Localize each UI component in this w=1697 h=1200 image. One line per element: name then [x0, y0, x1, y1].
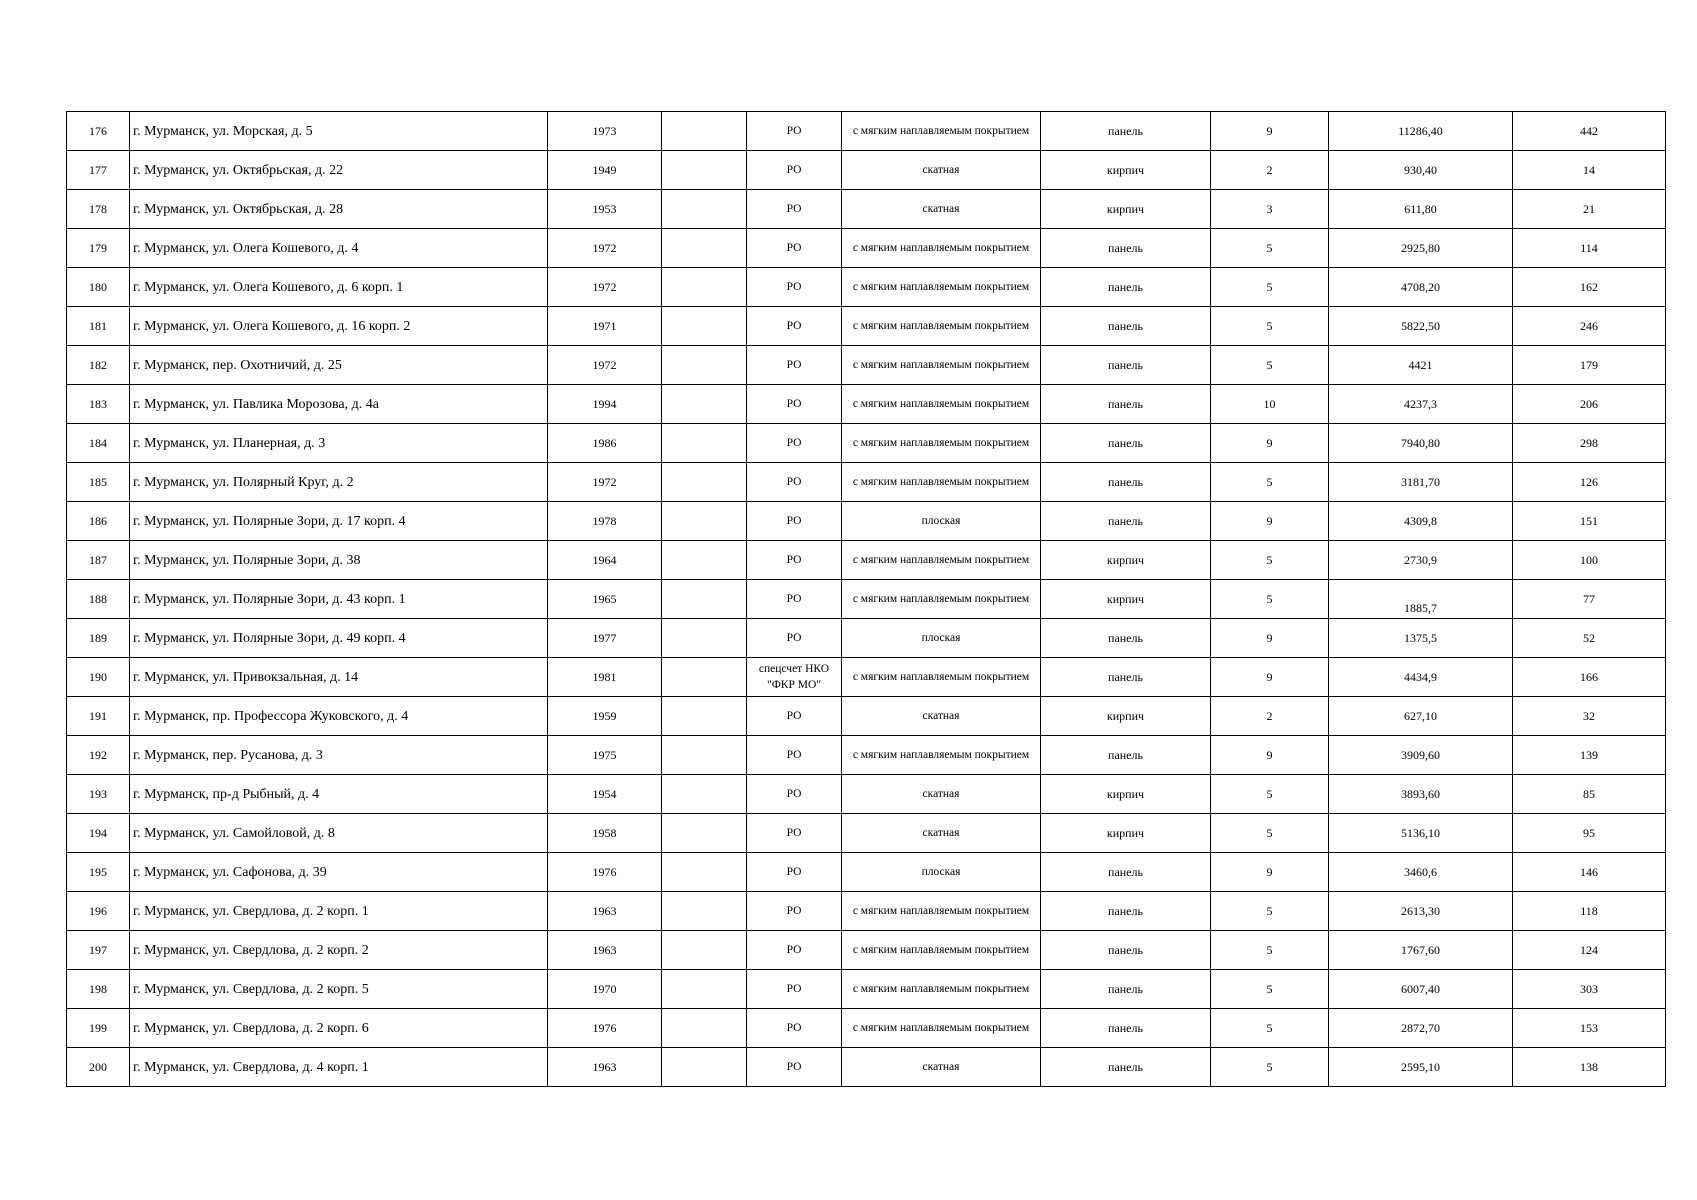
floors-cell: 5	[1211, 892, 1329, 931]
roof-type-cell: скатная	[842, 775, 1041, 814]
residents-cell: 52	[1513, 619, 1666, 658]
wall-material-cell: кирпич	[1041, 814, 1211, 853]
wall-material-cell: панель	[1041, 1048, 1211, 1087]
blank-cell	[662, 307, 747, 346]
roof-type-cell: с мягким наплавляемым покрытием	[842, 307, 1041, 346]
blank-cell	[662, 619, 747, 658]
row-number-cell: 199	[67, 1009, 130, 1048]
residents-cell: 100	[1513, 541, 1666, 580]
wall-material-cell: панель	[1041, 658, 1211, 697]
area-cell: 611,80	[1329, 190, 1513, 229]
wall-material-cell: кирпич	[1041, 775, 1211, 814]
year-cell: 1958	[548, 814, 662, 853]
roof-type-cell: скатная	[842, 1048, 1041, 1087]
roof-type-cell: скатная	[842, 697, 1041, 736]
address-cell: г. Мурманск, ул. Полярный Круг, д. 2	[130, 463, 548, 502]
year-cell: 1994	[548, 385, 662, 424]
floors-cell: 9	[1211, 658, 1329, 697]
residents-cell: 32	[1513, 697, 1666, 736]
area-cell: 7940,80	[1329, 424, 1513, 463]
area-cell	[1329, 580, 1513, 619]
fund-method-cell: РО	[747, 385, 842, 424]
area-cell: 5822,50	[1329, 307, 1513, 346]
row-number-cell: 192	[67, 736, 130, 775]
address-cell: г. Мурманск, ул. Сафонова, д. 39	[130, 853, 548, 892]
table-row	[67, 892, 1666, 931]
fund-method-cell: РО	[747, 190, 842, 229]
row-number-cell: 186	[67, 502, 130, 541]
table-row	[67, 112, 1666, 151]
residents-cell: 146	[1513, 853, 1666, 892]
row-number-cell: 197	[67, 931, 130, 970]
roof-type-cell: с мягким наплавляемым покрытием	[842, 112, 1041, 151]
floors-cell: 10	[1211, 385, 1329, 424]
year-cell: 1975	[548, 736, 662, 775]
table-row	[67, 268, 1666, 307]
residents-cell: 179	[1513, 346, 1666, 385]
roof-type-cell: плоская	[842, 502, 1041, 541]
wall-material-cell: панель	[1041, 619, 1211, 658]
residents-cell: 138	[1513, 1048, 1666, 1087]
table-row	[67, 1048, 1666, 1087]
fund-method-cell: РО	[747, 346, 842, 385]
fund-method-cell: РО	[747, 463, 842, 502]
fund-method-cell: РО	[747, 229, 842, 268]
table-row	[67, 1009, 1666, 1048]
residents-cell: 118	[1513, 892, 1666, 931]
year-cell: 1972	[548, 463, 662, 502]
row-number-cell: 189	[67, 619, 130, 658]
row-number-cell: 195	[67, 853, 130, 892]
floors-cell: 9	[1211, 502, 1329, 541]
fund-method-cell: РО	[747, 541, 842, 580]
wall-material-cell: панель	[1041, 346, 1211, 385]
wall-material-cell: панель	[1041, 307, 1211, 346]
wall-material-cell: кирпич	[1041, 190, 1211, 229]
address-cell: г. Мурманск, пер. Охотничий, д. 25	[130, 346, 548, 385]
table-body	[67, 112, 1666, 1087]
blank-cell	[662, 580, 747, 619]
blank-cell	[662, 1009, 747, 1048]
fund-method-cell: РО	[747, 853, 842, 892]
residents-cell: 114	[1513, 229, 1666, 268]
blank-cell	[662, 970, 747, 1009]
address-cell: г. Мурманск, ул. Полярные Зори, д. 17 корп. 4	[130, 502, 548, 541]
floors-cell: 5	[1211, 970, 1329, 1009]
address-cell: г. Мурманск, пр. Профессора Жуковского, д. 4	[130, 697, 548, 736]
area-cell: 2872,70	[1329, 1009, 1513, 1048]
floors-cell: 5	[1211, 268, 1329, 307]
year-cell: 1971	[548, 307, 662, 346]
address-cell: г. Мурманск, пр-д Рыбный, д. 4	[130, 775, 548, 814]
row-number-cell: 182	[67, 346, 130, 385]
fund-method-cell: РО	[747, 931, 842, 970]
fund-method-cell: РО	[747, 1009, 842, 1048]
area-cell: 3893,60	[1329, 775, 1513, 814]
residents-cell: 126	[1513, 463, 1666, 502]
table-row	[67, 580, 1666, 619]
wall-material-cell: панель	[1041, 385, 1211, 424]
blank-cell	[662, 229, 747, 268]
floors-cell: 5	[1211, 814, 1329, 853]
year-cell: 1977	[548, 619, 662, 658]
residents-cell: 21	[1513, 190, 1666, 229]
wall-material-cell: панель	[1041, 892, 1211, 931]
blank-cell	[662, 853, 747, 892]
year-cell: 1978	[548, 502, 662, 541]
blank-cell	[662, 424, 747, 463]
area-cell: 930,40	[1329, 151, 1513, 190]
year-cell: 1972	[548, 229, 662, 268]
residents-cell: 85	[1513, 775, 1666, 814]
blank-cell	[662, 1048, 747, 1087]
table-row	[67, 619, 1666, 658]
residents-cell: 162	[1513, 268, 1666, 307]
address-cell: г. Мурманск, ул. Октябрьская, д. 28	[130, 190, 548, 229]
table-row	[67, 775, 1666, 814]
table-row	[67, 697, 1666, 736]
residents-cell: 298	[1513, 424, 1666, 463]
wall-material-cell: панель	[1041, 463, 1211, 502]
housing-register-table	[66, 111, 1666, 1087]
fund-method-cell: РО	[747, 1048, 842, 1087]
blank-cell	[662, 931, 747, 970]
residents-cell: 206	[1513, 385, 1666, 424]
blank-cell	[662, 814, 747, 853]
area-cell: 6007,40	[1329, 970, 1513, 1009]
fund-method-cell: РО	[747, 892, 842, 931]
area-cell: 2730,9	[1329, 541, 1513, 580]
floors-cell: 9	[1211, 112, 1329, 151]
residents-cell: 303	[1513, 970, 1666, 1009]
year-cell: 1973	[548, 112, 662, 151]
residents-cell: 246	[1513, 307, 1666, 346]
row-number-cell: 190	[67, 658, 130, 697]
blank-cell	[662, 892, 747, 931]
roof-type-cell: скатная	[842, 814, 1041, 853]
roof-type-cell: плоская	[842, 853, 1041, 892]
address-cell: г. Мурманск, ул. Свердлова, д. 4 корп. 1	[130, 1048, 548, 1087]
blank-cell	[662, 112, 747, 151]
year-cell: 1976	[548, 853, 662, 892]
blank-cell	[662, 775, 747, 814]
residents-cell: 166	[1513, 658, 1666, 697]
fund-method-cell: спецсчет НКО "ФКР МО"	[747, 658, 842, 697]
table-row	[67, 385, 1666, 424]
year-cell: 1949	[548, 151, 662, 190]
row-number-cell: 194	[67, 814, 130, 853]
area-cell: 5136,10	[1329, 814, 1513, 853]
residents-cell: 77	[1513, 580, 1666, 619]
table-row	[67, 736, 1666, 775]
floors-cell: 2	[1211, 151, 1329, 190]
roof-type-cell: с мягким наплавляемым покрытием	[842, 580, 1041, 619]
address-cell: г. Мурманск, ул. Полярные Зори, д. 43 корп. 1	[130, 580, 548, 619]
roof-type-cell: с мягким наплавляемым покрытием	[842, 1009, 1041, 1048]
roof-type-cell: с мягким наплавляемым покрытием	[842, 658, 1041, 697]
area-cell: 4708,20	[1329, 268, 1513, 307]
wall-material-cell: панель	[1041, 112, 1211, 151]
roof-type-cell: с мягким наплавляемым покрытием	[842, 268, 1041, 307]
roof-type-cell: с мягким наплавляемым покрытием	[842, 385, 1041, 424]
table-row	[67, 190, 1666, 229]
residents-cell: 151	[1513, 502, 1666, 541]
address-cell: г. Мурманск, ул. Олега Кошевого, д. 16 корп. 2	[130, 307, 548, 346]
wall-material-cell: кирпич	[1041, 580, 1211, 619]
year-cell: 1963	[548, 892, 662, 931]
roof-type-cell: скатная	[842, 151, 1041, 190]
roof-type-cell: скатная	[842, 190, 1041, 229]
address-cell: г. Мурманск, ул. Привокзальная, д. 14	[130, 658, 548, 697]
area-cell: 1767,60	[1329, 931, 1513, 970]
roof-type-cell: с мягким наплавляемым покрытием	[842, 424, 1041, 463]
residents-cell: 139	[1513, 736, 1666, 775]
fund-method-cell: РО	[747, 697, 842, 736]
table-row	[67, 541, 1666, 580]
address-cell: г. Мурманск, ул. Октябрьская, д. 22	[130, 151, 548, 190]
roof-type-cell: плоская	[842, 619, 1041, 658]
table-row	[67, 229, 1666, 268]
area-cell: 1375,5	[1329, 619, 1513, 658]
floors-cell: 9	[1211, 619, 1329, 658]
address-cell: г. Мурманск, ул. Свердлова, д. 2 корп. 5	[130, 970, 548, 1009]
wall-material-cell: кирпич	[1041, 697, 1211, 736]
blank-cell	[662, 190, 747, 229]
row-number-cell: 177	[67, 151, 130, 190]
fund-method-cell: РО	[747, 502, 842, 541]
row-number-cell: 185	[67, 463, 130, 502]
floors-cell: 3	[1211, 190, 1329, 229]
row-number-cell: 200	[67, 1048, 130, 1087]
row-number-cell: 187	[67, 541, 130, 580]
address-cell: г. Мурманск, ул. Свердлова, д. 2 корп. 6	[130, 1009, 548, 1048]
fund-method-cell: РО	[747, 424, 842, 463]
area-cell: 3909,60	[1329, 736, 1513, 775]
row-number-cell: 196	[67, 892, 130, 931]
address-cell: г. Мурманск, ул. Павлика Морозова, д. 4а	[130, 385, 548, 424]
roof-type-cell: с мягким наплавляемым покрытием	[842, 541, 1041, 580]
blank-cell	[662, 658, 747, 697]
year-cell: 1959	[548, 697, 662, 736]
floors-cell: 5	[1211, 580, 1329, 619]
floors-cell: 5	[1211, 775, 1329, 814]
address-cell: г. Мурманск, ул. Полярные Зори, д. 38	[130, 541, 548, 580]
year-cell: 1954	[548, 775, 662, 814]
address-cell: г. Мурманск, ул. Самойловой, д. 8	[130, 814, 548, 853]
blank-cell	[662, 697, 747, 736]
address-cell: г. Мурманск, ул. Олега Кошевого, д. 4	[130, 229, 548, 268]
year-cell: 1981	[548, 658, 662, 697]
area-cell: 3181,70	[1329, 463, 1513, 502]
address-cell: г. Мурманск, ул. Свердлова, д. 2 корп. 2	[130, 931, 548, 970]
area-cell: 4237,3	[1329, 385, 1513, 424]
blank-cell	[662, 385, 747, 424]
roof-type-cell: с мягким наплавляемым покрытием	[842, 970, 1041, 1009]
table-row	[67, 853, 1666, 892]
address-cell: г. Мурманск, ул. Полярные Зори, д. 49 корп. 4	[130, 619, 548, 658]
year-cell: 1963	[548, 1048, 662, 1087]
floors-cell: 5	[1211, 931, 1329, 970]
residents-cell: 14	[1513, 151, 1666, 190]
floors-cell: 9	[1211, 424, 1329, 463]
roof-type-cell: с мягким наплавляемым покрытием	[842, 892, 1041, 931]
year-cell: 1970	[548, 970, 662, 1009]
table-row	[67, 463, 1666, 502]
area-cell: 2595,10	[1329, 1048, 1513, 1087]
area-cell: 4421	[1329, 346, 1513, 385]
year-cell: 1986	[548, 424, 662, 463]
blank-cell	[662, 346, 747, 385]
fund-method-cell: РО	[747, 151, 842, 190]
area-cell: 4434,9	[1329, 658, 1513, 697]
table-row	[67, 151, 1666, 190]
area-cell: 4309,8	[1329, 502, 1513, 541]
floors-cell: 9	[1211, 853, 1329, 892]
blank-cell	[662, 151, 747, 190]
floors-cell: 5	[1211, 1009, 1329, 1048]
residents-cell: 95	[1513, 814, 1666, 853]
wall-material-cell: панель	[1041, 424, 1211, 463]
area-cell: 11286,40	[1329, 112, 1513, 151]
table-row	[67, 346, 1666, 385]
roof-type-cell: с мягким наплавляемым покрытием	[842, 463, 1041, 502]
residents-cell: 124	[1513, 931, 1666, 970]
wall-material-cell: кирпич	[1041, 541, 1211, 580]
floors-cell: 9	[1211, 736, 1329, 775]
wall-material-cell: панель	[1041, 1009, 1211, 1048]
fund-method-cell: РО	[747, 970, 842, 1009]
table-row	[67, 814, 1666, 853]
year-cell: 1972	[548, 268, 662, 307]
blank-cell	[662, 502, 747, 541]
table-row	[67, 307, 1666, 346]
fund-method-cell: РО	[747, 736, 842, 775]
blank-cell	[662, 541, 747, 580]
wall-material-cell: панель	[1041, 970, 1211, 1009]
wall-material-cell: панель	[1041, 502, 1211, 541]
floors-cell: 5	[1211, 463, 1329, 502]
year-cell: 1963	[548, 931, 662, 970]
address-cell: г. Мурманск, ул. Олега Кошевого, д. 6 корп. 1	[130, 268, 548, 307]
floors-cell: 5	[1211, 307, 1329, 346]
fund-method-cell: РО	[747, 112, 842, 151]
address-cell: г. Мурманск, ул. Морская, д. 5	[130, 112, 548, 151]
wall-material-cell: панель	[1041, 736, 1211, 775]
row-number-cell: 188	[67, 580, 130, 619]
residents-cell: 153	[1513, 1009, 1666, 1048]
floors-cell: 2	[1211, 697, 1329, 736]
area-value: 1885,7	[1404, 600, 1437, 615]
area-cell: 2925,80	[1329, 229, 1513, 268]
year-cell: 1953	[548, 190, 662, 229]
wall-material-cell: панель	[1041, 229, 1211, 268]
row-number-cell: 183	[67, 385, 130, 424]
roof-type-cell: с мягким наплавляемым покрытием	[842, 346, 1041, 385]
fund-method-cell: РО	[747, 814, 842, 853]
year-cell: 1976	[548, 1009, 662, 1048]
floors-cell: 5	[1211, 1048, 1329, 1087]
floors-cell: 5	[1211, 541, 1329, 580]
fund-method-cell: РО	[747, 268, 842, 307]
row-number-cell: 181	[67, 307, 130, 346]
residents-cell: 442	[1513, 112, 1666, 151]
address-cell: г. Мурманск, ул. Планерная, д. 3	[130, 424, 548, 463]
fund-method-cell: РО	[747, 307, 842, 346]
wall-material-cell: кирпич	[1041, 151, 1211, 190]
blank-cell	[662, 736, 747, 775]
fund-method-cell: РО	[747, 775, 842, 814]
wall-material-cell: панель	[1041, 931, 1211, 970]
row-number-cell: 176	[67, 112, 130, 151]
wall-material-cell: панель	[1041, 853, 1211, 892]
row-number-cell: 178	[67, 190, 130, 229]
table-row	[67, 658, 1666, 697]
blank-cell	[662, 463, 747, 502]
row-number-cell: 191	[67, 697, 130, 736]
wall-material-cell: панель	[1041, 268, 1211, 307]
year-cell: 1972	[548, 346, 662, 385]
roof-type-cell: с мягким наплавляемым покрытием	[842, 229, 1041, 268]
address-cell: г. Мурманск, пер. Русанова, д. 3	[130, 736, 548, 775]
table-row	[67, 424, 1666, 463]
area-cell: 627,10	[1329, 697, 1513, 736]
floors-cell: 5	[1211, 346, 1329, 385]
row-number-cell: 179	[67, 229, 130, 268]
roof-type-cell: с мягким наплавляемым покрытием	[842, 736, 1041, 775]
blank-cell	[662, 268, 747, 307]
row-number-cell: 198	[67, 970, 130, 1009]
fund-method-cell: РО	[747, 619, 842, 658]
table-row	[67, 502, 1666, 541]
row-number-cell: 184	[67, 424, 130, 463]
year-cell: 1965	[548, 580, 662, 619]
area-cell: 2613,30	[1329, 892, 1513, 931]
floors-cell: 5	[1211, 229, 1329, 268]
table-row	[67, 970, 1666, 1009]
roof-type-cell: с мягким наплавляемым покрытием	[842, 931, 1041, 970]
fund-method-cell: РО	[747, 580, 842, 619]
row-number-cell: 193	[67, 775, 130, 814]
year-cell: 1964	[548, 541, 662, 580]
row-number-cell: 180	[67, 268, 130, 307]
address-cell: г. Мурманск, ул. Свердлова, д. 2 корп. 1	[130, 892, 548, 931]
table-row	[67, 931, 1666, 970]
area-cell: 3460,6	[1329, 853, 1513, 892]
